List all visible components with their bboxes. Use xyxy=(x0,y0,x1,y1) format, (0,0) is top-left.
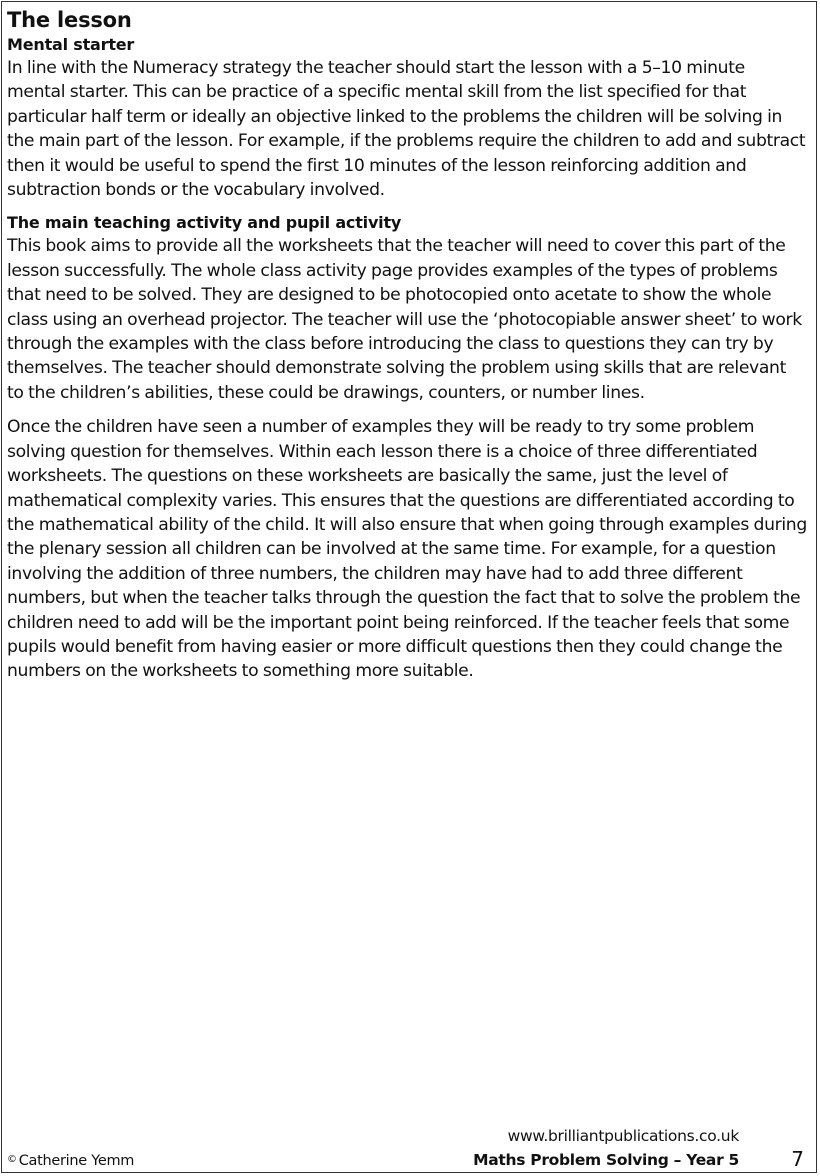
section-main-teaching xyxy=(7,212,807,683)
paragraph-main-teaching-2: Once the children have seen a number of examples they will be ready to try some problem solving question for themselves. Within each lesson there is a choice of three differentiated worksheets. The questions on these worksheets are basically the same, just the level of mathematical complexity varies. This ensures that the questions are differentiated according to the mathematical ability of the child. It will also ensure that when going through examples during the plenary session all children can be involved at the same time. For example, for a question involving the addition of three numbers, the children may have had to add three different numbers, but when the teacher talks through the question the fact that to solve the problem the children need to add will be the important point being reinforced. If the teacher feels that some pupils would benefit from having easier or more difficult questions then they could change the numbers on the worksheets to something more suitable. xyxy=(7,417,807,682)
page-number: 7 xyxy=(791,1147,804,1171)
footer-author: Catherine Yemm xyxy=(18,1153,135,1169)
section-heading-main-teaching: The main teaching activity and pupil activity xyxy=(7,213,402,233)
section-mental-starter xyxy=(7,34,807,202)
section-spacer xyxy=(7,202,807,212)
paragraph-spacer xyxy=(7,405,807,415)
copyright-symbol: © xyxy=(7,1154,17,1165)
footer-publisher-block xyxy=(473,1124,739,1172)
footer-url: www.brilliantpublications.co.uk xyxy=(507,1127,739,1145)
document-body xyxy=(7,6,807,684)
footer-copyright xyxy=(7,1150,134,1171)
paragraph-mental-starter: In line with the Numeracy strategy the teacher should start the lesson with a 5–10 minute mental starter. This can be practice of a specific mental skill from the list specified for that particular half term or ideally an objective linked to the problems the children will be solving in the main part of the lesson. For example, if the problems require the children to add and subtract then it would be useful to spend the first 10 minutes of the lesson reinforcing addition and subtraction bonds or the vocabulary involved. xyxy=(7,58,806,201)
section-heading-mental-starter: Mental starter xyxy=(7,35,135,54)
footer-book-title: Maths Problem Solving – Year 5 xyxy=(473,1151,739,1169)
paragraph-main-teaching-1: This book aims to provide all the worksheets that the teacher will need to cover this part of the lesson successfully. The whole class activity page provides examples of the types of problems that need to be solved. They are designed to be photocopied onto acetate to show the whole class using an overhead projector. The teacher will use the ‘photocopiable answer sheet’ to work through the examples with the class before introducing the class to questions they can try by themselves. The teacher should demonstrate solving the problem using skills that are relevant to the children’s abilities, these could be drawings, counters, or number lines. xyxy=(7,236,802,403)
page-title: The lesson xyxy=(7,8,132,32)
